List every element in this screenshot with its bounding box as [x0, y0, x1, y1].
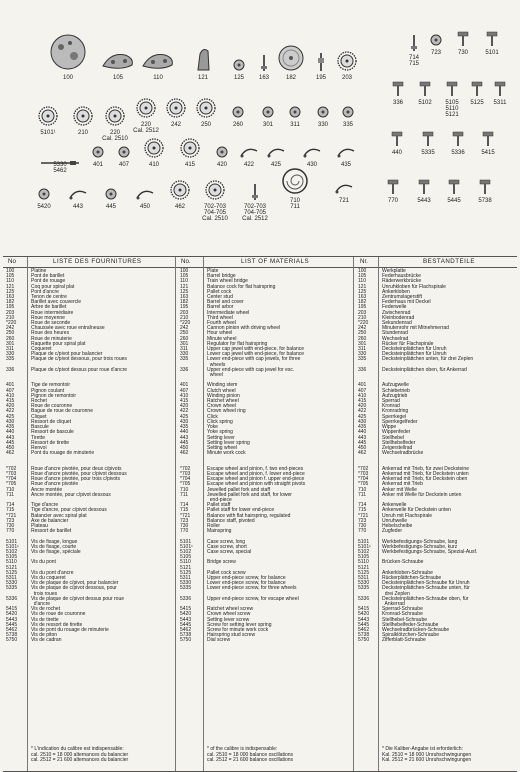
part-label: 5311 — [493, 100, 507, 106]
header-de: BESTANDTEILE — [423, 258, 475, 265]
calibre-note-de: * Die Kaliber-Angabe ist erforderlich: Kal. 2510 = 18 000 Unruhschwingungen Kal. 2512 = 21 600 Unruhschwingungen — [382, 746, 472, 764]
part-wheel-icon — [135, 97, 157, 124]
part-screw-icon — [387, 179, 399, 200]
part-label: 311 — [290, 122, 300, 128]
part-label: 462 — [174, 204, 186, 210]
items-en: Plate Barrel bridge Train wheel bridge Balance cock for flat hairspring Pallet cock Center stud Barrel and cover Barrel arbor Intermediate wheel Third wheel Fourth wheel Cannon pinion with driving wheel Hour wheel Minute wheel Regulator for flat hairspring Upper cap jewel with end-piece, for balance Lower cap jewel with end-piece, for balance Lower end-piece with cap jewels, for three wheels Upper end-piece with cap jewel for esc. wheel Winding stem Clutch wheel Winding pinion Ratchet wheel Crown wheel Crown wheel ring Click Click spring Yoke Yoke spring Setting lever Setting lever spring Setting wheel Minute work cock Escape wheel and pinion, f. two end-pieces Escape wheel and pinion, f. lower end-piece Escape wheel and pinion f. upper end-piece Escape wheel and pinion with straight pivots Jewelled pallet fork and staff Jewelled pallet fork and staff, for lower end-piece Pallet staff Pallet staff for lower end-piece Balance with flat hairspring, regulated Balance staff, pivoted Roller Mainspring Case screw, long Case screw, short Case screw, special Bridge screw Pallet cock screw Upper end-piece screw, for balance Lower end-piece screw, for balance Lower end-piece screw, for three wheels Upper end-piece screw, for escape wheel Ratchet wheel screw Crown wheel screw Setting lever screw Screw for setting lever spring Screw for minute work cock Hairspring stud screw Dial screw — [207, 268, 306, 644]
part-label: 770 — [387, 198, 399, 204]
part-label: 440 — [391, 150, 403, 156]
part-label: 5336 — [451, 150, 465, 156]
part-bridge-icon — [101, 50, 135, 77]
part-screw-icon — [392, 81, 404, 102]
part-label: 125 — [233, 75, 245, 81]
part-label: 415 — [184, 162, 196, 168]
part-label: 730 — [457, 50, 469, 56]
part-label: 425 — [270, 162, 282, 168]
part-wheel-icon — [195, 97, 217, 124]
part-label: 407 — [118, 162, 130, 168]
part-screw-icon — [446, 81, 458, 102]
part-wheel-icon — [165, 97, 187, 124]
part-screw-icon — [422, 131, 434, 152]
part-cock-icon — [192, 46, 214, 77]
part-screw-icon — [471, 81, 483, 102]
part-pin-icon — [260, 54, 268, 77]
part-pin-icon — [251, 183, 259, 206]
items-fr: Platine Pont de barillet Pont de rouage Coq pour spiral plat Pont d'ancre Tenon de centre Barillet avec couvercle Arbre de barillet Roue intermédiaire Roue moyenne Roue de seconde Chaussée avec roue entraîneuse Roue des heures Roue de minuterie Raquette pour spiral plat Coqueret Plaque de c/pivot pour balancier Plaque de c/pivot dessous, pour trois roues Plaque de c/pivot dessus pour roue d'ancre Tige de remontoir Pignon coulant Pignon de remontoir Rochet Roue de couronne Bague de roue de couronne Cliquet Ressort de cliquet Bascule Ressort de bascule Tirette Ressort de tirette Renvoi Pont du rouage de minuterie Roue d'ancre pivotée, pour deux c/pivots Roue d'ancre pivotée, pour c/pivot dessous Roue d'ancre pivotée, pour trois c/pivots Roue d'ancre pivotée Ancre montée Ancre montée, pour c/pivot dessous Tige d'ancre Tige d'ancre, pour c/pivot dessous Balancier avec spiral plat Axe de balancier Plateau Ressort de barillet Vis de fixage, longue Vis de fixage, courte Vis de fixage, spéciale Vis du pont Vis du pont d'ancre Vis du coqueret Vis de plaque de c/pivot, pour balancier Vis de plaque de c/pivot dessous, pour trois roues Vis de plaque de c/pivot dessus pour roue d'ancre Vis de rochet Vis de roue de couronne Vis de tirette Vis de ressort de tirette Vis de pont du rouage de minuterie Vis de piton Vis de cadran — [31, 268, 128, 644]
part-barrel-icon — [277, 44, 305, 77]
part-label: 702-703 704-705 Cal. 2512 — [242, 204, 268, 222]
part-label: 5415 — [481, 150, 495, 156]
part-label: 5125 — [470, 100, 484, 106]
part-label: 714 715 — [408, 55, 420, 67]
items-de: Werkplatte Federhausbrücke Räderwerkbrücke Unruhkloben für Flachspirale Ankerkloben Zentrumslagerstift Federhaus mit Deckel Federwelle Zwischenrad Kleinbodenrad Sekundenrad Minutenrohr mit Mitnehmerrad Stundenrad Wechselrad Rücker für Flachspirale Decksteinplättchen für Unruh Decksteinplättchen für Unruh Decksteinplättchen unten, für drei Zeplen Decksteinplättchen oben, für Ankerrad Aufzugwelle Schiebetrieb Aufzugtrieb Sperrad Kronrad Kronradring Sperrkegel Sperrkegelfeder Wippe Wippenfeder Stellhebel Stellhebelfeder Zeigerstellrad Wechselradbrücke Ankerrad mit Trieb, für zwei Decksteine Ankerrad mit Trieb, für Deckstein unten Ankerrad mit Trieb, für Deckstein oben Ankerrad mit Trieb Anker mit Welle Anker mit Welle für Deckstein unten Ankerwelle Ankerwelle für Deckstein unten Unruh mit Flachspirale Unruhwelle Hebelscheibe Zugfeder Werkbefestigungs-Schraube, lang Werkbefestigungs-Schraube, kurz Werkbefestigungs-Schraube, Spezial-Ausf. Brücken-Schraube Ankerkloben-Schraube Rückerplättchen-Schraube Decksteinplättchen-Schraube für Unruh Decksteinplättchen-Schraube unten, für drei Zeplen Decksteinplättchen-Schraube oben, für Ankerrad Sperrad-Schraube Kronrad-Schraube Stellhebel-Schraube Stellhebelfeder-Schraube Wechselradbrücken-Schraube Spiralklötzchen-Schraube Zifferblatt-Schraube — [382, 268, 478, 644]
part-label: 420 — [216, 162, 228, 168]
part-bridge-icon — [141, 50, 175, 77]
part-label: 710 711 — [289, 198, 301, 210]
part-label: 182 — [285, 75, 297, 81]
part-label: 203 — [341, 75, 353, 81]
numbers-fr: 100 105 110 121 125 163 182 195 203 210 *220 242 250 260 301 311 330 335 336 401 407 410 415 420 422 425 430 435 440 443 445 450 462 *702 *703 *704 *705 710 711 714 715 *721 723 730 770 5101 5101¹ 5102 5105 5110 5121 5125 5311 5330 5335 5336 5415 5420 5443 5445 5462 5738 5750 — [6, 268, 19, 644]
part-screw-icon — [479, 179, 491, 200]
part-label: 330 — [317, 122, 329, 128]
part-label: 110 — [153, 75, 163, 81]
part-screw-icon — [486, 31, 498, 52]
part-label: 435 — [340, 162, 352, 168]
part-plate-icon — [48, 32, 88, 77]
part-label: 723 — [430, 50, 442, 56]
header-no-en: No. — [181, 258, 191, 265]
part-label: 422 — [243, 162, 255, 168]
part-label: 5738 — [478, 198, 492, 204]
part-screw-icon — [452, 131, 464, 152]
part-label: 250 — [200, 122, 212, 128]
part-label: 5102 — [418, 100, 432, 106]
part-arbor-icon — [317, 52, 325, 77]
part-wheel-icon — [37, 105, 59, 132]
parts-illustration — [0, 0, 520, 240]
numbers-en: 100 105 110 121 125 163 182 195 203 210 *220 242 250 260 301 311 330 335 336 401 407 410 415 420 422 425 430 435 440 443 445 450 462 *702 *703 *704 *705 710 711 714 715 *721 723 730 770 5101 5101¹ 5102 5105 5110 5121 5125 5311 5330 5335 5336 5415 5420 5443 5445 5462 5738 5750 — [180, 268, 193, 644]
part-label: 242 — [170, 122, 182, 128]
calibre-note-en: * of the calibre is indispensable: cal. 2510 = 18 000 balance oscillations cal. 2512 = 21 600 balance oscillations — [207, 746, 294, 764]
header-fr: LISTE DES FOURNITURES — [53, 258, 142, 265]
part-pin-icon — [410, 34, 418, 57]
part-wheel-icon — [179, 137, 201, 164]
part-wheel-icon — [143, 137, 165, 164]
part-label: 443 — [72, 204, 84, 210]
part-wheel-icon — [104, 105, 126, 132]
part-label: 702-703 704-705 Cal. 2510 — [202, 204, 228, 222]
part-label: 121 — [197, 75, 209, 81]
header-nr-de: Nr. — [360, 258, 368, 265]
part-screw-icon — [457, 31, 469, 52]
part-label: 336 — [392, 100, 404, 106]
part-label: 220 Cal. 2512 — [133, 122, 159, 134]
part-screw-icon — [391, 131, 403, 152]
part-label: 5101¹ — [40, 130, 56, 136]
part-label: 5335 — [421, 150, 435, 156]
part-label: 195 — [315, 75, 327, 81]
part-label: 5105 5110 5121 — [445, 100, 459, 118]
part-wheel-icon — [72, 105, 94, 132]
part-label: 5443 — [417, 198, 431, 204]
part-label: 220 Cal. 2510 — [102, 130, 128, 142]
part-screw-icon — [494, 81, 506, 102]
part-label: 105 — [112, 75, 124, 81]
part-screw-icon — [419, 81, 431, 102]
materials-table — [3, 256, 517, 772]
part-label: 5101 — [485, 50, 499, 56]
calibre-note-fr: * L'indication du calibre est indispensable: cal. 2510 = 18 000 alternances du balancier cal. 2512 = 21 600 alternances du balancier — [31, 746, 129, 764]
part-label: 5420 — [37, 204, 51, 210]
part-label: 260 — [232, 122, 244, 128]
header-en: LIST OF MATERIALS — [241, 258, 310, 265]
part-label: 163 — [258, 75, 270, 81]
part-wheel-icon — [336, 50, 358, 77]
part-label: 210 — [77, 130, 89, 136]
part-wheel-icon — [169, 179, 191, 206]
part-screw-icon — [482, 131, 494, 152]
part-label: 450 — [139, 204, 151, 210]
part-label: 100 — [62, 75, 74, 81]
part-label: 445 — [105, 204, 117, 210]
part-label: 301 — [262, 122, 274, 128]
part-label: 5445 — [447, 198, 461, 204]
part-label: 410 — [148, 162, 160, 168]
part-label: 721 — [338, 198, 350, 204]
numbers-de: 100 105 110 121 125 163 182 195 203 210 *220 242 250 260 301 311 330 335 336 401 407 410 415 420 422 425 430 435 440 443 445 450 462 *702 *703 *704 *705 710 711 714 715 *721 723 730 770 5101 5101¹ 5102 5105 5110 5121 5125 5311 5330 5335 5336 5415 5420 5443 5445 5462 5738 5750 — [358, 268, 371, 644]
part-label: 401 — [92, 162, 104, 168]
header-no-fr: No — [8, 258, 16, 265]
part-label: 5330 5462 — [53, 162, 67, 174]
part-label: 335 — [342, 122, 354, 128]
part-wheel-icon — [204, 179, 226, 206]
table-header — [3, 257, 517, 268]
part-balance-icon — [281, 167, 309, 200]
part-screw-icon — [418, 179, 430, 200]
part-screw-icon — [448, 179, 460, 200]
part-label: 430 — [306, 162, 318, 168]
